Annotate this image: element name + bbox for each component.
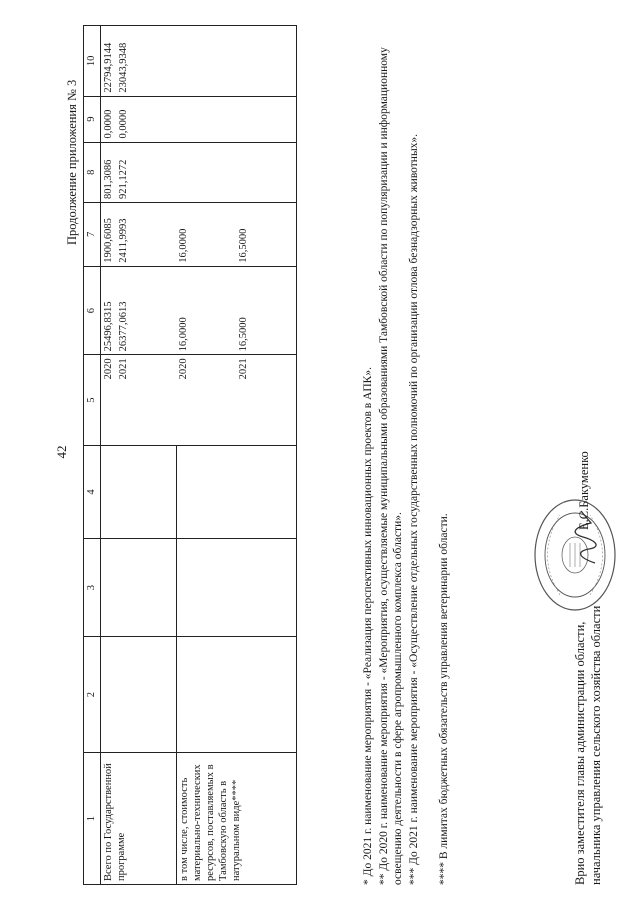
year-cell: 2020 [176,355,236,445]
col-header-4: 4 [84,445,101,538]
col-header-7: 7 [84,203,101,267]
row-label-material-resources: в том числе, стоимость материально-технических ресурсов, поставляемых в Тамбовскую область в натуральном виде**** [176,753,296,885]
table-cell [101,445,177,538]
value-cell: 26377,0613 [116,266,176,355]
table-cell [176,539,296,637]
value-cell: 16,5000 [236,266,296,355]
value-cell: 16,0000 [176,266,236,355]
signatory-name: Е.С.Бакуменко [577,451,591,530]
value-cell: 801,3086 [101,142,117,203]
value-cell [176,26,236,97]
col-header-8: 8 [84,142,101,203]
col-header-2: 2 [84,637,101,753]
footnote-1: * До 2021 г. наименование мероприятия - «Реализация перспективных инновационных проектов в АПК». [362,367,374,885]
value-cell: 25496,8315 [101,266,117,355]
table-row [101,26,117,885]
signature-position-line-1: Врио заместителя главы администрации области, [573,621,587,885]
year-cell: 2020 [101,355,117,445]
value-cell [176,96,236,142]
value-cell: 23043,9348 [116,26,176,97]
value-cell [176,142,236,203]
col-header-5: 5 [84,355,101,445]
value-cell: 16,0000 [176,203,236,267]
table-cell [176,445,296,538]
value-cell: 16,5000 [236,203,296,267]
footnote-4: **** В лимитах бюджетных обязательств управления ветеринарии области. [438,513,450,885]
table-header-row [84,26,101,885]
row-label-total: Всего по Государственной программе [101,753,177,885]
budget-table [83,25,297,885]
value-cell: 921,1272 [116,142,176,203]
table-row [176,26,236,885]
value-cell [236,96,296,142]
value-cell: 2411,9993 [116,203,176,267]
table-cell [101,539,177,637]
table-cell [101,637,177,753]
col-header-3: 3 [84,539,101,637]
col-header-1: 1 [84,753,101,885]
rotated-page-content [25,25,625,885]
col-header-10: 10 [84,26,101,97]
value-cell [236,26,296,97]
continuation-title: Продолжение приложения № 3 [65,79,79,245]
footnote-2: ** До 2020 г. наименование мероприятия - «Мероприятия, осуществляемые муниципальными образованиями Тамбовской области по популяризации и информационному освещению деятельности в сфере агропромышленного комплекса области». [378,47,404,885]
table-cell [176,637,296,753]
value-cell: 22794,9144 [101,26,117,97]
col-header-6: 6 [84,266,101,355]
value-cell: 1900,6085 [101,203,117,267]
year-cell: 2021 [236,355,296,445]
footnote-3: *** До 2021 г. наименование мероприятия - «Осуществление отдельных государственных полномочий по организации отлова безнадзорных животных». [408,133,420,885]
value-cell: 0,0000 [101,96,117,142]
value-cell [236,142,296,203]
value-cell: 0,0000 [116,96,176,142]
col-header-9: 9 [84,96,101,142]
page-number: 42 [54,445,69,459]
year-cell: 2021 [116,355,176,445]
signature-position-line-2: начальника управления сельского хозяйства области [589,605,603,885]
